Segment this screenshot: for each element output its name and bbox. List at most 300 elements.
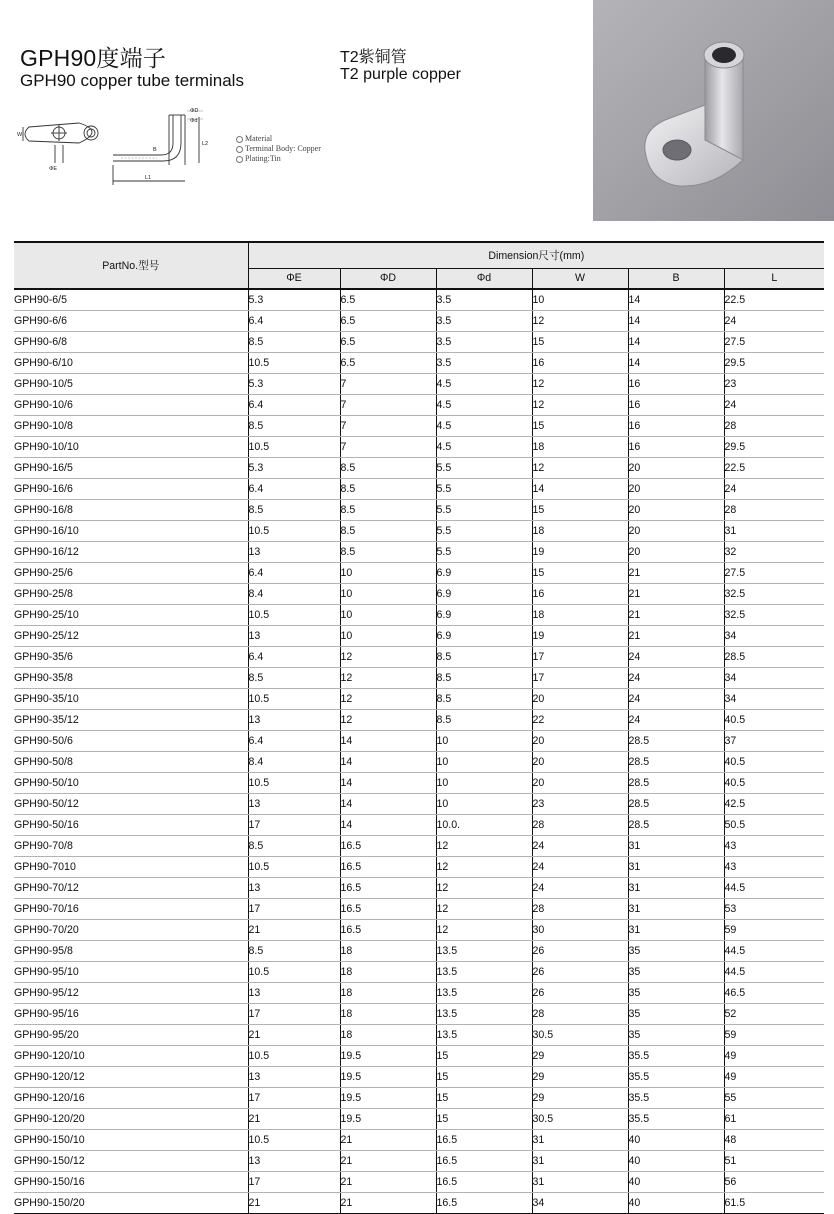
dimension-cell: 8.4 [248, 752, 340, 773]
part-number-cell: GPH90-25/6 [14, 563, 248, 584]
table-row [14, 626, 824, 647]
dimension-cell: 20 [532, 773, 628, 794]
part-number-cell: GPH90-50/6 [14, 731, 248, 752]
dimension-cell: 17 [248, 899, 340, 920]
dimension-cell: 6.4 [248, 395, 340, 416]
dimension-cell: 20 [532, 731, 628, 752]
dimension-cell: 29 [532, 1046, 628, 1067]
dimension-cell: 21 [628, 605, 724, 626]
dimension-cell: 59 [724, 1025, 824, 1046]
dimension-cell: 8.5 [248, 836, 340, 857]
table-row [14, 1025, 824, 1046]
dimension-cell: 24 [532, 878, 628, 899]
dimension-cell: 49 [724, 1067, 824, 1088]
dimension-cell: 40.5 [724, 752, 824, 773]
dimension-cell: 16.5 [436, 1193, 532, 1214]
part-number-cell: GPH90-95/10 [14, 962, 248, 983]
part-number-cell: GPH90-25/10 [14, 605, 248, 626]
table-row [14, 731, 824, 752]
dimension-cell: 13 [248, 1067, 340, 1088]
dimension-cell: 44.5 [724, 962, 824, 983]
dimension-cell: 14 [628, 289, 724, 311]
dimension-cell: 16 [628, 437, 724, 458]
dimension-cell: 4.5 [436, 395, 532, 416]
dimension-cell: 40 [628, 1193, 724, 1214]
part-number-cell: GPH90-35/6 [14, 647, 248, 668]
dimension-cell: 13 [248, 794, 340, 815]
dimension-cell: 8.5 [340, 521, 436, 542]
table-row [14, 1193, 824, 1214]
dimension-cell: 10.5 [248, 857, 340, 878]
dimension-cell: 35.5 [628, 1109, 724, 1130]
dimension-cell: 10.5 [248, 962, 340, 983]
dimension-cell: 10.5 [248, 521, 340, 542]
dimension-cell: 19.5 [340, 1067, 436, 1088]
dimension-cell: 5.5 [436, 521, 532, 542]
table-row [14, 542, 824, 563]
dimension-cell: 17 [532, 668, 628, 689]
dimension-cell: 24 [628, 668, 724, 689]
dimension-cell: 23 [532, 794, 628, 815]
spec-row [236, 134, 321, 144]
part-number-cell: GPH90-10/5 [14, 374, 248, 395]
dimension-cell: 32.5 [724, 584, 824, 605]
column-header-l: L [724, 268, 824, 289]
table-row [14, 605, 824, 626]
dimension-cell: 44.5 [724, 878, 824, 899]
table-row [14, 458, 824, 479]
dimension-cell: 7 [340, 416, 436, 437]
dimension-cell: 16 [532, 584, 628, 605]
dimension-cell: 12 [532, 311, 628, 332]
dimension-cell: 16.5 [340, 899, 436, 920]
table-row [14, 1172, 824, 1193]
dimension-cell: 18 [532, 521, 628, 542]
dimension-cell: 59 [724, 920, 824, 941]
dimension-cell: 3.5 [436, 353, 532, 374]
dimension-cell: 10.5 [248, 689, 340, 710]
dimension-cell: 20 [532, 689, 628, 710]
part-number-cell: GPH90-95/16 [14, 1004, 248, 1025]
table-row [14, 920, 824, 941]
dimension-cell: 10 [340, 584, 436, 605]
dimension-cell: 12 [340, 668, 436, 689]
dimension-cell: 14 [340, 752, 436, 773]
part-number-cell: GPH90-70/20 [14, 920, 248, 941]
dimension-cell: 40 [628, 1130, 724, 1151]
part-number-cell: GPH90-16/8 [14, 500, 248, 521]
dimension-cell: 21 [628, 584, 724, 605]
dimension-cell: 10 [436, 731, 532, 752]
column-header-d-inner: Φd [436, 268, 532, 289]
dimension-cell: 16.5 [340, 878, 436, 899]
part-number-cell: GPH90-35/8 [14, 668, 248, 689]
dimension-cell: 21 [340, 1130, 436, 1151]
table-row [14, 1046, 824, 1067]
dimension-cell: 14 [340, 773, 436, 794]
dimension-cell: 19 [532, 542, 628, 563]
dimension-cell: 18 [340, 941, 436, 962]
dimension-cell: 56 [724, 1172, 824, 1193]
dimension-cell: 6.4 [248, 479, 340, 500]
dimension-cell: 13 [248, 710, 340, 731]
dimension-cell: 21 [340, 1193, 436, 1214]
part-number-cell: GPH90-120/12 [14, 1067, 248, 1088]
dimension-cell: 28.5 [724, 647, 824, 668]
spec-row [236, 144, 321, 154]
dimension-cell: 18 [532, 605, 628, 626]
dimension-cell: 52 [724, 1004, 824, 1025]
dimension-cell: 12 [436, 857, 532, 878]
table-row [14, 353, 824, 374]
dimension-cell: 10.5 [248, 605, 340, 626]
dimension-cell: 18 [340, 983, 436, 1004]
dimension-cell: 14 [340, 815, 436, 836]
dimension-cell: 10 [340, 626, 436, 647]
dimension-cell: 17 [248, 1088, 340, 1109]
dimension-cell: 20 [628, 521, 724, 542]
table-row [14, 332, 824, 353]
dimension-cell: 8.5 [436, 710, 532, 731]
spec-text: Terminal Body: Copper [245, 144, 321, 153]
dimension-cell: 17 [532, 647, 628, 668]
dimension-cell: 16.5 [436, 1172, 532, 1193]
dimension-cell: 6.9 [436, 563, 532, 584]
column-header-b: B [628, 268, 724, 289]
dimension-cell: 31 [628, 899, 724, 920]
dimension-cell: 5.3 [248, 458, 340, 479]
table-row [14, 899, 824, 920]
dimension-cell: 28.5 [628, 752, 724, 773]
dimension-table [14, 241, 824, 1214]
dimension-cell: 21 [248, 1193, 340, 1214]
dimension-cell: 21 [340, 1172, 436, 1193]
circle-bullet-icon [236, 156, 243, 163]
dimension-cell: 28.5 [628, 773, 724, 794]
table-row [14, 815, 824, 836]
dimension-cell: 17 [248, 1172, 340, 1193]
dimension-cell: 30.5 [532, 1109, 628, 1130]
dimension-cell: 18 [340, 1004, 436, 1025]
dimension-cell: 4.5 [436, 437, 532, 458]
table-row [14, 962, 824, 983]
table-row [14, 416, 824, 437]
dimension-cell: 14 [628, 311, 724, 332]
dimension-cell: 24 [628, 689, 724, 710]
part-number-cell: GPH90-50/16 [14, 815, 248, 836]
dimension-cell: 13.5 [436, 962, 532, 983]
table-row [14, 395, 824, 416]
dimension-cell: 35 [628, 941, 724, 962]
dimension-cell: 7 [340, 374, 436, 395]
dimension-cell: 20 [532, 752, 628, 773]
part-number-cell: GPH90-6/10 [14, 353, 248, 374]
dimension-cell: 40.5 [724, 773, 824, 794]
dimension-cell: 34 [724, 668, 824, 689]
table-row [14, 289, 824, 311]
dimension-cell: 40 [628, 1151, 724, 1172]
dimension-cell: 8.5 [248, 332, 340, 353]
part-number-cell: GPH90-25/8 [14, 584, 248, 605]
dimension-cell: 15 [532, 563, 628, 584]
dimension-cell: 46.5 [724, 983, 824, 1004]
dimension-cell: 16 [628, 374, 724, 395]
dimension-cell: 32 [724, 542, 824, 563]
dimension-cell: 10 [340, 563, 436, 584]
column-header-e: ΦE [248, 268, 340, 289]
dimension-cell: 49 [724, 1046, 824, 1067]
spec-text: Plating:Tin [245, 154, 281, 163]
part-number-cell: GPH90-10/8 [14, 416, 248, 437]
table-row [14, 584, 824, 605]
part-number-cell: GPH90-70/12 [14, 878, 248, 899]
part-number-cell: GPH90-50/12 [14, 794, 248, 815]
dimension-cell: 10.0. [436, 815, 532, 836]
dimension-cell: 14 [340, 794, 436, 815]
dimension-cell: 16.5 [340, 836, 436, 857]
spec-row [236, 154, 321, 164]
l2-label: L2 [202, 141, 209, 147]
dimension-cell: 24 [724, 311, 824, 332]
dimension-cell: 42.5 [724, 794, 824, 815]
dimension-cell: 28.5 [628, 815, 724, 836]
circle-bullet-icon [236, 136, 243, 143]
dimension-cell: 10.5 [248, 1046, 340, 1067]
dimension-cell: 10 [436, 794, 532, 815]
dimension-cell: 8.5 [248, 416, 340, 437]
dimension-cell: 12 [436, 920, 532, 941]
d-inner-label: Φd [190, 118, 198, 124]
table-row [14, 647, 824, 668]
dimension-cell: 40.5 [724, 710, 824, 731]
dimension-cell: 19.5 [340, 1109, 436, 1130]
part-number-cell: GPH90-10/10 [14, 437, 248, 458]
dimension-cell: 8.5 [436, 647, 532, 668]
column-header-w: W [532, 268, 628, 289]
dimension-cell: 30 [532, 920, 628, 941]
dimension-cell: 31 [724, 521, 824, 542]
dimension-cell: 14 [628, 353, 724, 374]
dimension-cell: 15 [436, 1046, 532, 1067]
part-number-cell: GPH90-16/6 [14, 479, 248, 500]
table-row [14, 374, 824, 395]
part-number-cell: GPH90-95/12 [14, 983, 248, 1004]
dimension-cell: 13.5 [436, 983, 532, 1004]
dimension-cell: 10.5 [248, 353, 340, 374]
dimension-cell: 10.5 [248, 1130, 340, 1151]
dimension-cell: 12 [436, 899, 532, 920]
part-number-cell: GPH90-25/12 [14, 626, 248, 647]
dimension-cell: 15 [436, 1109, 532, 1130]
part-number-cell: GPH90-120/20 [14, 1109, 248, 1130]
part-number-cell: GPH90-16/12 [14, 542, 248, 563]
spec-text: Material [245, 134, 273, 143]
part-number-cell: GPH90-120/16 [14, 1088, 248, 1109]
dimension-cell: 43 [724, 857, 824, 878]
dimension-cell: 14 [532, 479, 628, 500]
dimension-cell: 13.5 [436, 1025, 532, 1046]
dimension-cell: 6.9 [436, 605, 532, 626]
dimension-cell: 15 [532, 416, 628, 437]
dimension-cell: 24 [532, 836, 628, 857]
dimension-cell: 13 [248, 542, 340, 563]
e-label: ΦE [49, 166, 58, 172]
dimension-cell: 22.5 [724, 289, 824, 311]
dimension-cell: 6.5 [340, 289, 436, 311]
part-number-cell: GPH90-6/5 [14, 289, 248, 311]
dimension-cell: 13 [248, 1151, 340, 1172]
dimension-cell: 29.5 [724, 437, 824, 458]
dimension-cell: 16 [628, 395, 724, 416]
table-body [14, 289, 824, 1214]
dimension-cell: 21 [628, 626, 724, 647]
dimension-cell: 35 [628, 1004, 724, 1025]
dimension-cell: 16.5 [436, 1130, 532, 1151]
dimension-cell: 16.5 [340, 857, 436, 878]
dimension-cell: 53 [724, 899, 824, 920]
dimension-cell: 6.5 [340, 332, 436, 353]
dimension-cell: 13 [248, 983, 340, 1004]
dimension-cell: 28.5 [628, 794, 724, 815]
part-number-cell: GPH90-10/6 [14, 395, 248, 416]
dimension-cell: 18 [340, 962, 436, 983]
table-row [14, 1130, 824, 1151]
material-chinese: T2紫铜管 [340, 49, 407, 66]
dimension-cell: 61 [724, 1109, 824, 1130]
b-label: B [153, 147, 157, 153]
dimension-cell: 10 [340, 605, 436, 626]
dimension-cell: 31 [628, 857, 724, 878]
dimension-cell: 6.4 [248, 647, 340, 668]
table-row [14, 479, 824, 500]
dimension-cell: 10 [436, 773, 532, 794]
dimension-cell: 51 [724, 1151, 824, 1172]
dimension-cell: 20 [628, 500, 724, 521]
dimension-cell: 12 [532, 374, 628, 395]
dimension-cell: 19.5 [340, 1046, 436, 1067]
dimension-cell: 8.5 [340, 500, 436, 521]
w-label: W [17, 132, 23, 138]
dimension-cell: 21 [340, 1151, 436, 1172]
dimension-cell: 18 [340, 1025, 436, 1046]
dimension-cell: 21 [248, 920, 340, 941]
dimension-cell: 10 [532, 289, 628, 311]
spec-notes [236, 134, 321, 164]
dimension-cell: 28 [532, 815, 628, 836]
dimension-cell: 6.4 [248, 311, 340, 332]
dimension-cell: 48 [724, 1130, 824, 1151]
part-number-cell: GPH90-35/12 [14, 710, 248, 731]
dimension-cell: 18 [532, 437, 628, 458]
part-number-header: PartNo.型号 [14, 242, 248, 289]
dimension-cell: 28 [724, 500, 824, 521]
dimension-cell: 7 [340, 395, 436, 416]
dimension-cell: 35.5 [628, 1088, 724, 1109]
part-number-cell: GPH90-6/8 [14, 332, 248, 353]
dimension-cell: 5.3 [248, 374, 340, 395]
dimension-cell: 23 [724, 374, 824, 395]
dimension-cell: 15 [532, 332, 628, 353]
dimension-cell: 19 [532, 626, 628, 647]
part-number-cell: GPH90-150/12 [14, 1151, 248, 1172]
dimension-cell: 12 [340, 689, 436, 710]
dimension-cell: 8.5 [248, 500, 340, 521]
dimension-cell: 8.5 [248, 941, 340, 962]
dimension-cell: 35 [628, 983, 724, 1004]
table-row [14, 983, 824, 1004]
dimension-cell: 10.5 [248, 773, 340, 794]
dimension-cell: 3.5 [436, 289, 532, 311]
dimension-cell: 26 [532, 941, 628, 962]
dimension-cell: 22 [532, 710, 628, 731]
dimension-cell: 16 [532, 353, 628, 374]
terminal-drawing [15, 105, 230, 195]
dimension-cell: 3.5 [436, 311, 532, 332]
dimension-cell: 13.5 [436, 941, 532, 962]
dimension-cell: 28 [532, 1004, 628, 1025]
table-row [14, 1004, 824, 1025]
dimension-cell: 5.5 [436, 458, 532, 479]
dimension-cell: 24 [628, 710, 724, 731]
dimension-cell: 20 [628, 479, 724, 500]
dimension-cell: 8.5 [436, 668, 532, 689]
dimension-cell: 35.5 [628, 1067, 724, 1088]
dimension-cell: 61.5 [724, 1193, 824, 1214]
title-english: GPH90 copper tube terminals [20, 71, 244, 90]
dimension-cell: 12 [340, 710, 436, 731]
dimension-cell: 6.4 [248, 563, 340, 584]
dimension-cell: 34 [724, 689, 824, 710]
d-outer-label: ΦD [190, 108, 199, 114]
table-row [14, 563, 824, 584]
circle-bullet-icon [236, 146, 243, 153]
table-row [14, 857, 824, 878]
table-row [14, 500, 824, 521]
l1-label: L1 [145, 175, 152, 181]
table-row [14, 836, 824, 857]
dimension-cell: 16.5 [340, 920, 436, 941]
part-number-cell: GPH90-35/10 [14, 689, 248, 710]
dimension-cell: 12 [532, 458, 628, 479]
dimension-cell: 16 [628, 416, 724, 437]
part-number-cell: GPH90-50/10 [14, 773, 248, 794]
dimension-cell: 31 [628, 878, 724, 899]
dimension-cell: 35 [628, 1025, 724, 1046]
dimension-cell: 35.5 [628, 1046, 724, 1067]
dimension-cell: 5.5 [436, 479, 532, 500]
dimension-cell: 6.5 [340, 311, 436, 332]
table-row [14, 941, 824, 962]
dimension-cell: 27.5 [724, 563, 824, 584]
dimension-cell: 8.5 [340, 542, 436, 563]
dimension-cell: 6.9 [436, 584, 532, 605]
dimension-cell: 13 [248, 626, 340, 647]
dimension-cell: 28 [724, 416, 824, 437]
dimension-cell: 35 [628, 962, 724, 983]
dimension-cell: 12 [340, 647, 436, 668]
column-header-d-outer: ΦD [340, 268, 436, 289]
dimension-cell: 28 [532, 899, 628, 920]
part-number-cell: GPH90-7010 [14, 857, 248, 878]
table-row [14, 794, 824, 815]
dimension-cell: 15 [436, 1067, 532, 1088]
dimension-cell: 5.5 [436, 542, 532, 563]
dimension-cell: 44.5 [724, 941, 824, 962]
table-row [14, 1067, 824, 1088]
part-number-cell: GPH90-150/16 [14, 1172, 248, 1193]
dimension-cell: 19.5 [340, 1088, 436, 1109]
table-row [14, 1109, 824, 1130]
